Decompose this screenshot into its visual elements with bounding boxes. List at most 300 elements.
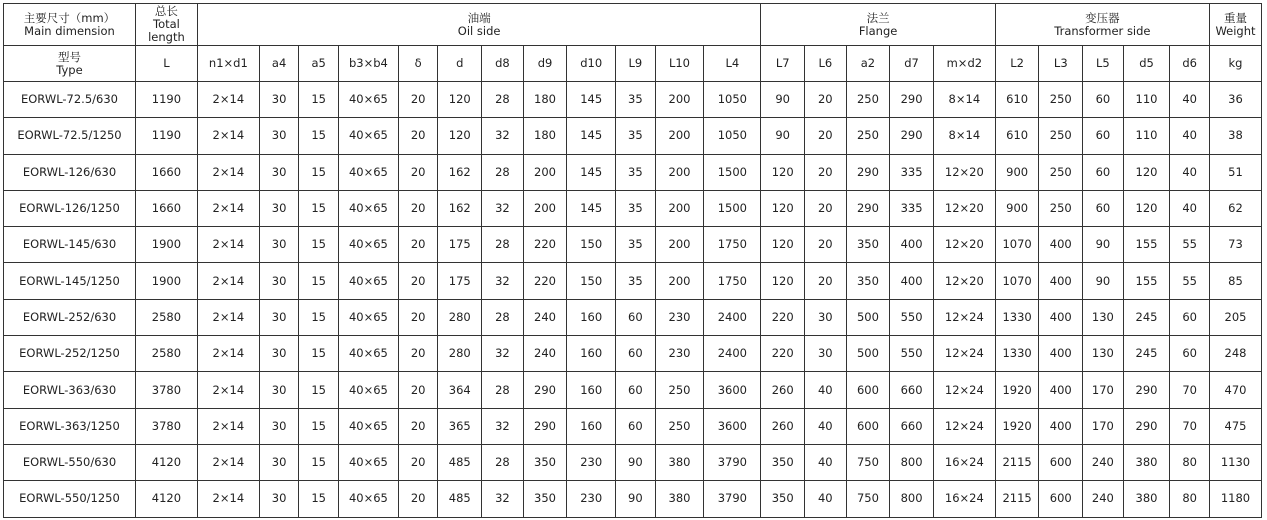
column-header: b3×b4 xyxy=(338,46,398,82)
value-cell: 20 xyxy=(805,154,847,190)
value-cell: 2×14 xyxy=(197,82,259,118)
value-cell: 3780 xyxy=(135,408,197,444)
value-cell: 32 xyxy=(482,336,524,372)
value-cell: 15 xyxy=(299,154,339,190)
total-length-en-1: Total xyxy=(153,17,180,31)
column-header: L10 xyxy=(655,46,704,82)
value-cell: 175 xyxy=(438,227,482,263)
value-cell: 200 xyxy=(655,118,704,154)
value-cell: 16×24 xyxy=(933,481,995,517)
dimension-table xyxy=(3,3,1262,518)
value-cell: 60 xyxy=(616,336,656,372)
value-cell: 290 xyxy=(1123,372,1170,408)
value-cell: 90 xyxy=(1083,263,1124,299)
value-cell: 364 xyxy=(438,372,482,408)
value-cell: 380 xyxy=(1123,444,1170,480)
value-cell: 380 xyxy=(655,444,704,480)
value-cell: 1660 xyxy=(135,190,197,226)
value-cell: 485 xyxy=(438,444,482,480)
value-cell: 280 xyxy=(438,299,482,335)
column-header: d8 xyxy=(482,46,524,82)
value-cell: 73 xyxy=(1210,227,1262,263)
value-cell: 12×20 xyxy=(933,263,995,299)
value-cell: 160 xyxy=(567,299,616,335)
value-cell: 145 xyxy=(567,190,616,226)
value-cell: 3780 xyxy=(135,372,197,408)
value-cell: 60 xyxy=(1170,336,1210,372)
main-dimension-cn: 主要尺寸（mm） xyxy=(23,10,116,25)
value-cell: 250 xyxy=(655,372,704,408)
value-cell: 260 xyxy=(761,372,805,408)
value-cell: 70 xyxy=(1170,372,1210,408)
value-cell: 600 xyxy=(1039,444,1083,480)
flange-en: Flange xyxy=(858,23,898,38)
column-header: L6 xyxy=(805,46,847,82)
value-cell: 120 xyxy=(438,118,482,154)
value-cell: 32 xyxy=(482,263,524,299)
value-cell: 150 xyxy=(567,227,616,263)
value-cell: 60 xyxy=(1170,299,1210,335)
value-cell: 12×24 xyxy=(933,372,995,408)
value-cell: 130 xyxy=(1083,299,1124,335)
value-cell: 380 xyxy=(655,481,704,517)
value-cell: 245 xyxy=(1123,299,1170,335)
value-cell: 15 xyxy=(299,118,339,154)
value-cell: 750 xyxy=(846,444,890,480)
type-cell: EORWL-72.5/630 xyxy=(4,82,136,118)
value-cell: 1920 xyxy=(995,408,1039,444)
value-cell: 1050 xyxy=(704,118,761,154)
value-cell: 3600 xyxy=(704,372,761,408)
value-cell: 15 xyxy=(299,408,339,444)
value-cell: 120 xyxy=(761,263,805,299)
value-cell: 40×65 xyxy=(338,227,398,263)
main-dimension-header xyxy=(4,4,136,46)
value-cell: 350 xyxy=(523,481,567,517)
value-cell: 20 xyxy=(398,299,438,335)
value-cell: 250 xyxy=(1039,154,1083,190)
value-cell: 2115 xyxy=(995,481,1039,517)
type-cell: EORWL-145/1250 xyxy=(4,263,136,299)
value-cell: 110 xyxy=(1123,82,1170,118)
value-cell: 30 xyxy=(259,481,299,517)
type-cell: EORWL-126/1250 xyxy=(4,190,136,226)
value-cell: 205 xyxy=(1210,299,1262,335)
value-cell: 1750 xyxy=(704,227,761,263)
value-cell: 145 xyxy=(567,154,616,190)
value-cell: 40×65 xyxy=(338,118,398,154)
value-cell: 90 xyxy=(761,82,805,118)
value-cell: 160 xyxy=(567,372,616,408)
value-cell: 335 xyxy=(890,154,934,190)
value-cell: 40 xyxy=(805,481,847,517)
weight-en: Weight xyxy=(1215,23,1256,38)
value-cell: 20 xyxy=(398,227,438,263)
value-cell: 30 xyxy=(259,227,299,263)
value-cell: 110 xyxy=(1123,118,1170,154)
total-length-header xyxy=(135,4,197,46)
value-cell: 60 xyxy=(1083,154,1124,190)
type-header xyxy=(4,46,136,82)
value-cell: 750 xyxy=(846,481,890,517)
value-cell: 40×65 xyxy=(338,444,398,480)
value-cell: 55 xyxy=(1170,227,1210,263)
column-header: kg xyxy=(1210,46,1262,82)
value-cell: 1330 xyxy=(995,336,1039,372)
value-cell: 250 xyxy=(1039,190,1083,226)
main-dimension-en: Main dimension xyxy=(24,23,115,38)
value-cell: 38 xyxy=(1210,118,1262,154)
value-cell: 40×65 xyxy=(338,372,398,408)
value-cell: 380 xyxy=(1123,481,1170,517)
value-cell: 160 xyxy=(567,408,616,444)
value-cell: 12×20 xyxy=(933,227,995,263)
value-cell: 40×65 xyxy=(338,190,398,226)
value-cell: 120 xyxy=(761,190,805,226)
value-cell: 200 xyxy=(523,190,567,226)
value-cell: 2×14 xyxy=(197,154,259,190)
column-header: d5 xyxy=(1123,46,1170,82)
value-cell: 155 xyxy=(1123,263,1170,299)
value-cell: 350 xyxy=(761,481,805,517)
value-cell: 20 xyxy=(398,336,438,372)
value-cell: 40×65 xyxy=(338,336,398,372)
column-header: δ xyxy=(398,46,438,82)
table-row xyxy=(4,481,1262,517)
table-row xyxy=(4,227,1262,263)
value-cell: 550 xyxy=(890,336,934,372)
value-cell: 290 xyxy=(846,154,890,190)
type-cell: EORWL-550/630 xyxy=(4,444,136,480)
value-cell: 40 xyxy=(1170,118,1210,154)
value-cell: 600 xyxy=(1039,481,1083,517)
value-cell: 40×65 xyxy=(338,154,398,190)
flange-header xyxy=(761,4,995,46)
value-cell: 90 xyxy=(616,444,656,480)
column-header: d6 xyxy=(1170,46,1210,82)
value-cell: 20 xyxy=(398,372,438,408)
value-cell: 36 xyxy=(1210,82,1262,118)
value-cell: 120 xyxy=(438,82,482,118)
value-cell: 80 xyxy=(1170,444,1210,480)
column-header: d7 xyxy=(890,46,934,82)
value-cell: 60 xyxy=(616,408,656,444)
column-header: a4 xyxy=(259,46,299,82)
value-cell: 220 xyxy=(523,263,567,299)
value-cell: 1330 xyxy=(995,299,1039,335)
value-cell: 30 xyxy=(259,299,299,335)
value-cell: 20 xyxy=(398,82,438,118)
value-cell: 20 xyxy=(398,190,438,226)
value-cell: 240 xyxy=(523,299,567,335)
value-cell: 350 xyxy=(761,444,805,480)
value-cell: 230 xyxy=(655,299,704,335)
value-cell: 550 xyxy=(890,299,934,335)
value-cell: 40×65 xyxy=(338,263,398,299)
value-cell: 30 xyxy=(259,82,299,118)
table-row xyxy=(4,299,1262,335)
value-cell: 1900 xyxy=(135,227,197,263)
value-cell: 90 xyxy=(761,118,805,154)
value-cell: 40×65 xyxy=(338,481,398,517)
value-cell: 28 xyxy=(482,299,524,335)
value-cell: 3790 xyxy=(704,481,761,517)
value-cell: 145 xyxy=(567,82,616,118)
value-cell: 1180 xyxy=(1210,481,1262,517)
value-cell: 70 xyxy=(1170,408,1210,444)
value-cell: 175 xyxy=(438,263,482,299)
value-cell: 400 xyxy=(1039,372,1083,408)
value-cell: 51 xyxy=(1210,154,1262,190)
column-header: d9 xyxy=(523,46,567,82)
value-cell: 610 xyxy=(995,82,1039,118)
value-cell: 40 xyxy=(1170,82,1210,118)
table-row xyxy=(4,372,1262,408)
value-cell: 200 xyxy=(523,154,567,190)
column-header: m×d2 xyxy=(933,46,995,82)
value-cell: 500 xyxy=(846,299,890,335)
value-cell: 30 xyxy=(259,190,299,226)
value-cell: 30 xyxy=(259,263,299,299)
value-cell: 280 xyxy=(438,336,482,372)
transformer-side-en: Transformer side xyxy=(1054,23,1151,38)
value-cell: 1190 xyxy=(135,118,197,154)
value-cell: 170 xyxy=(1083,408,1124,444)
table-row xyxy=(4,190,1262,226)
value-cell: 12×24 xyxy=(933,408,995,444)
value-cell: 20 xyxy=(398,154,438,190)
value-cell: 290 xyxy=(846,190,890,226)
column-header: a5 xyxy=(299,46,339,82)
value-cell: 40×65 xyxy=(338,299,398,335)
table-row xyxy=(4,154,1262,190)
value-cell: 290 xyxy=(523,372,567,408)
value-cell: 250 xyxy=(846,118,890,154)
value-cell: 350 xyxy=(523,444,567,480)
value-cell: 475 xyxy=(1210,408,1262,444)
value-cell: 2×14 xyxy=(197,408,259,444)
transformer-side-header xyxy=(995,4,1209,46)
value-cell: 35 xyxy=(616,154,656,190)
value-cell: 90 xyxy=(616,481,656,517)
table-row xyxy=(4,118,1262,154)
value-cell: 15 xyxy=(299,82,339,118)
total-length-cn: 总长 xyxy=(154,4,178,18)
value-cell: 335 xyxy=(890,190,934,226)
header-row-columns xyxy=(4,46,1262,82)
value-cell: 500 xyxy=(846,336,890,372)
value-cell: 40 xyxy=(1170,190,1210,226)
value-cell: 40×65 xyxy=(338,408,398,444)
value-cell: 155 xyxy=(1123,227,1170,263)
value-cell: 30 xyxy=(259,118,299,154)
value-cell: 20 xyxy=(398,444,438,480)
value-cell: 2400 xyxy=(704,299,761,335)
column-header: L9 xyxy=(616,46,656,82)
value-cell: 800 xyxy=(890,444,934,480)
value-cell: 485 xyxy=(438,481,482,517)
type-cell: EORWL-363/630 xyxy=(4,372,136,408)
value-cell: 28 xyxy=(482,227,524,263)
type-en: Type xyxy=(56,62,83,77)
oil-side-cn: 油端 xyxy=(467,10,491,25)
spec-table-container xyxy=(3,3,1262,518)
value-cell: 15 xyxy=(299,299,339,335)
header-row-groups xyxy=(4,4,1262,46)
type-cell: EORWL-72.5/1250 xyxy=(4,118,136,154)
table-row xyxy=(4,263,1262,299)
value-cell: 15 xyxy=(299,444,339,480)
type-cell: EORWL-363/1250 xyxy=(4,408,136,444)
value-cell: 28 xyxy=(482,82,524,118)
value-cell: 30 xyxy=(805,299,847,335)
value-cell: 400 xyxy=(1039,227,1083,263)
value-cell: 35 xyxy=(616,190,656,226)
value-cell: 120 xyxy=(1123,190,1170,226)
type-cell: EORWL-252/1250 xyxy=(4,336,136,372)
value-cell: 250 xyxy=(1039,82,1083,118)
value-cell: 180 xyxy=(523,82,567,118)
value-cell: 900 xyxy=(995,190,1039,226)
value-cell: 2580 xyxy=(135,336,197,372)
type-cell: EORWL-126/630 xyxy=(4,154,136,190)
value-cell: 200 xyxy=(655,190,704,226)
value-cell: 30 xyxy=(259,336,299,372)
value-cell: 400 xyxy=(890,263,934,299)
value-cell: 2×14 xyxy=(197,299,259,335)
value-cell: 15 xyxy=(299,372,339,408)
value-cell: 900 xyxy=(995,154,1039,190)
value-cell: 1050 xyxy=(704,82,761,118)
column-header: d xyxy=(438,46,482,82)
value-cell: 800 xyxy=(890,481,934,517)
value-cell: 600 xyxy=(846,372,890,408)
value-cell: 2580 xyxy=(135,299,197,335)
value-cell: 32 xyxy=(482,190,524,226)
value-cell: 240 xyxy=(1083,444,1124,480)
type-cell: EORWL-550/1250 xyxy=(4,481,136,517)
column-header: a2 xyxy=(846,46,890,82)
value-cell: 120 xyxy=(761,154,805,190)
value-cell: 20 xyxy=(805,82,847,118)
value-cell: 35 xyxy=(616,263,656,299)
value-cell: 20 xyxy=(398,118,438,154)
value-cell: 1130 xyxy=(1210,444,1262,480)
value-cell: 145 xyxy=(567,118,616,154)
flange-cn: 法兰 xyxy=(866,10,890,25)
value-cell: 1190 xyxy=(135,82,197,118)
value-cell: 260 xyxy=(761,408,805,444)
value-cell: 15 xyxy=(299,263,339,299)
value-cell: 160 xyxy=(567,336,616,372)
value-cell: 290 xyxy=(1123,408,1170,444)
value-cell: 8×14 xyxy=(933,82,995,118)
column-header: d10 xyxy=(567,46,616,82)
value-cell: 15 xyxy=(299,190,339,226)
value-cell: 2×14 xyxy=(197,372,259,408)
value-cell: 1500 xyxy=(704,190,761,226)
value-cell: 600 xyxy=(846,408,890,444)
column-header: L2 xyxy=(995,46,1039,82)
value-cell: 2×14 xyxy=(197,336,259,372)
value-cell: 15 xyxy=(299,481,339,517)
column-header: L3 xyxy=(1039,46,1083,82)
value-cell: 350 xyxy=(846,227,890,263)
value-cell: 60 xyxy=(1083,118,1124,154)
value-cell: 80 xyxy=(1170,481,1210,517)
value-cell: 400 xyxy=(1039,408,1083,444)
value-cell: 470 xyxy=(1210,372,1262,408)
value-cell: 120 xyxy=(1123,154,1170,190)
value-cell: 32 xyxy=(482,118,524,154)
value-cell: 20 xyxy=(805,227,847,263)
value-cell: 290 xyxy=(890,82,934,118)
value-cell: 170 xyxy=(1083,372,1124,408)
value-cell: 200 xyxy=(655,82,704,118)
value-cell: 250 xyxy=(1039,118,1083,154)
value-cell: 20 xyxy=(805,263,847,299)
value-cell: 62 xyxy=(1210,190,1262,226)
value-cell: 4120 xyxy=(135,481,197,517)
value-cell: 200 xyxy=(655,227,704,263)
value-cell: 30 xyxy=(259,154,299,190)
value-cell: 400 xyxy=(1039,336,1083,372)
value-cell: 2×14 xyxy=(197,444,259,480)
value-cell: 20 xyxy=(398,481,438,517)
value-cell: 16×24 xyxy=(933,444,995,480)
value-cell: 28 xyxy=(482,372,524,408)
total-length-en-2: length xyxy=(148,30,185,44)
value-cell: 40 xyxy=(1170,154,1210,190)
value-cell: 2115 xyxy=(995,444,1039,480)
value-cell: 2×14 xyxy=(197,118,259,154)
value-cell: 400 xyxy=(1039,299,1083,335)
value-cell: 248 xyxy=(1210,336,1262,372)
value-cell: 40 xyxy=(805,372,847,408)
table-row xyxy=(4,336,1262,372)
value-cell: 220 xyxy=(523,227,567,263)
value-cell: 20 xyxy=(805,190,847,226)
value-cell: 60 xyxy=(616,299,656,335)
column-header: L5 xyxy=(1083,46,1124,82)
value-cell: 60 xyxy=(1083,82,1124,118)
value-cell: 130 xyxy=(1083,336,1124,372)
value-cell: 12×24 xyxy=(933,336,995,372)
value-cell: 660 xyxy=(890,372,934,408)
value-cell: 240 xyxy=(523,336,567,372)
value-cell: 3600 xyxy=(704,408,761,444)
value-cell: 250 xyxy=(655,408,704,444)
value-cell: 90 xyxy=(1083,227,1124,263)
table-row xyxy=(4,82,1262,118)
value-cell: 15 xyxy=(299,227,339,263)
value-cell: 230 xyxy=(567,444,616,480)
value-cell: 2400 xyxy=(704,336,761,372)
value-cell: 660 xyxy=(890,408,934,444)
value-cell: 2×14 xyxy=(197,263,259,299)
value-cell: 1500 xyxy=(704,154,761,190)
value-cell: 290 xyxy=(523,408,567,444)
value-cell: 60 xyxy=(616,372,656,408)
oil-side-header xyxy=(197,4,760,46)
value-cell: 85 xyxy=(1210,263,1262,299)
value-cell: 250 xyxy=(846,82,890,118)
value-cell: 180 xyxy=(523,118,567,154)
value-cell: 40×65 xyxy=(338,82,398,118)
value-cell: 220 xyxy=(761,299,805,335)
value-cell: 20 xyxy=(805,118,847,154)
value-cell: 245 xyxy=(1123,336,1170,372)
